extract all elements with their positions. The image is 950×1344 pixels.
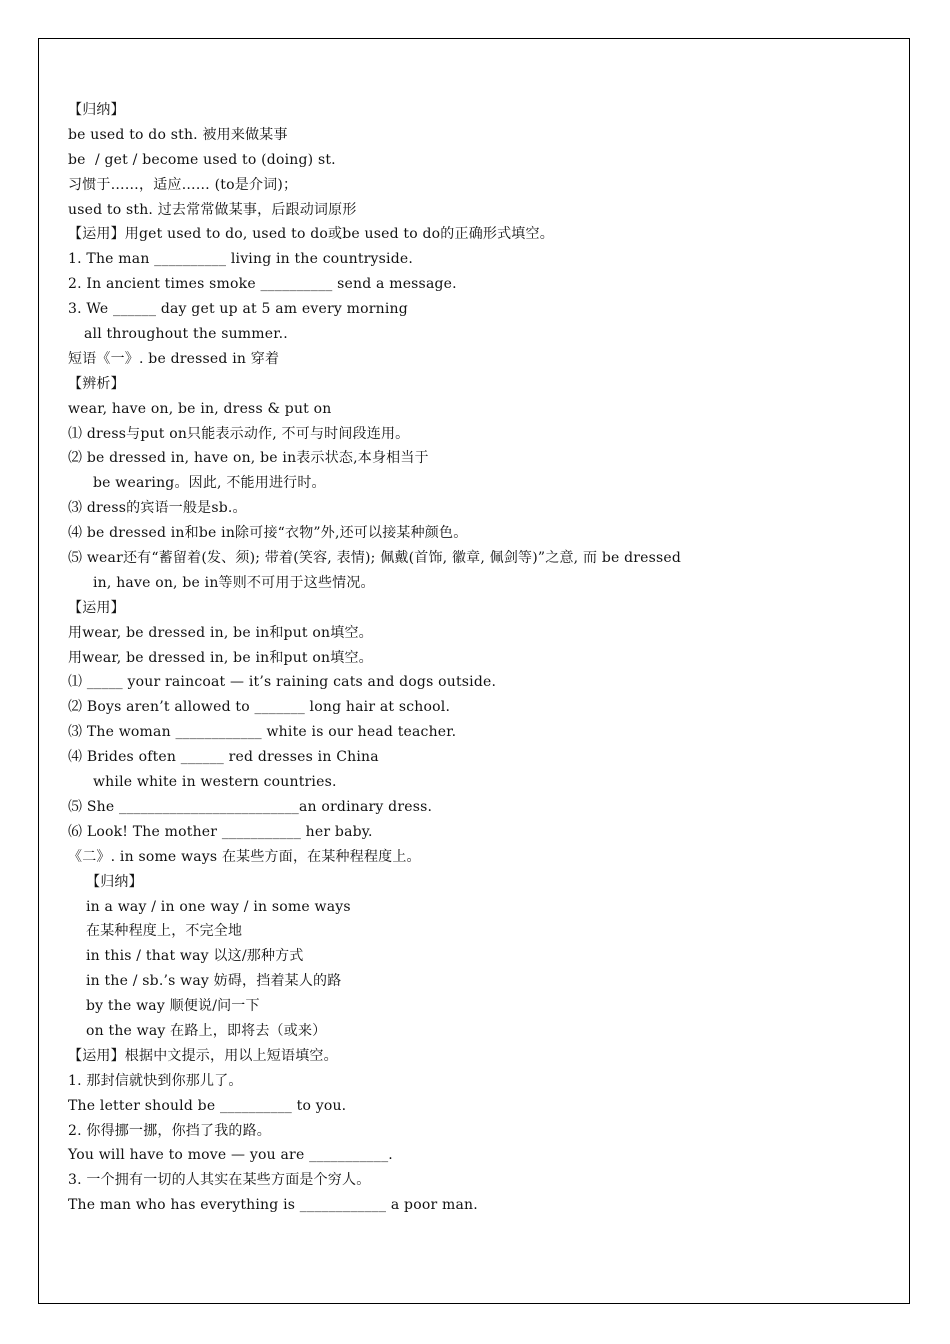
document-body [68, 98, 888, 1218]
exercise-item: 2. In ancient times smoke __________ send a message. [68, 276, 457, 293]
phrase-heading: 短语《一》. be dressed in 穿着 [68, 350, 280, 367]
exercise-prompt: 3. 一个拥有一切的人其实在某些方面是个穷人。 [68, 1172, 371, 1189]
instruction-line: 用wear, be dressed in, be in和put on填空。 [68, 649, 373, 666]
instruction-line: 用wear, be dressed in, be in和put on填空。 [68, 624, 373, 641]
exercise-item: 3. We ______ day get up at 5 am every morning [68, 301, 408, 318]
phrase-line: on the way 在路上，即将去（或来） [86, 1022, 327, 1039]
exercise-item: ⑹ Look! The mother ___________ her baby. [68, 823, 373, 840]
heading-summary: 【归纳】 [86, 873, 143, 890]
text-line: 习惯于……，适应…… (to是介词)； [68, 176, 298, 193]
text-line: be / get / become used to (doing) st. [68, 151, 336, 168]
exercise-item: ⑵ Boys aren’t allowed to _______ long hair at school. [68, 699, 451, 716]
phrase-line: by the way 顺便说/问一下 [86, 998, 260, 1015]
analysis-item: ⑷ be dressed in和be in除可接“衣物”外,还可以接某种颜色。 [68, 525, 468, 542]
text-line: used to sth. 过去常常做某事，后跟动词原形 [68, 201, 357, 218]
analysis-item-continuation: in, have on, be in等则不可用于这些情况。 [93, 574, 375, 591]
exercise-item: ⑷ Brides often ______ red dresses in China [68, 749, 379, 766]
heading-practice: 【运用】根据中文提示，用以上短语填空。 [68, 1047, 338, 1064]
phrase-line: in this / that way 以这/那种方式 [86, 948, 304, 965]
exercise-prompt: 2. 你得挪一挪，你挡了我的路。 [68, 1122, 272, 1139]
analysis-item-continuation: be wearing。因此, 不能用进行时。 [93, 475, 326, 492]
analysis-item: ⑴ dress与put on只能表示动作, 不可与时间段连用。 [68, 425, 410, 442]
exercise-item: ⑸ She _________________________an ordinary dress. [68, 798, 433, 815]
exercise-item: 1. The man __________ living in the countryside. [68, 251, 414, 268]
analysis-item: ⑵ be dressed in, have on, be in表示状态,本身相当于 [68, 450, 429, 467]
phrase-heading: 《二》. in some ways 在某些方面，在某种程程度上。 [68, 848, 421, 865]
exercise-item-continuation: all throughout the summer.. [84, 326, 288, 343]
exercise-prompt: 1. 那封信就快到你那儿了。 [68, 1072, 243, 1089]
text-line: be used to do sth. 被用来做某事 [68, 126, 288, 143]
exercise-item: The letter should be __________ to you. [68, 1097, 347, 1114]
phrase-line: in the / sb.’s way 妨碍，挡着某人的路 [86, 973, 342, 990]
heading-practice: 【运用】用get used to do, used to do或be used to do的正确形式填空。 [68, 226, 554, 243]
heading-analysis: 【辨析】 [68, 375, 125, 392]
phrase-line: 在某种程度上，不完全地 [86, 923, 243, 940]
phrase-line: in a way / in one way / in some ways [86, 898, 351, 915]
exercise-item: The man who has everything is ____________ a poor man. [68, 1197, 478, 1214]
exercise-item: ⑶ The woman ____________ white is our head teacher. [68, 724, 457, 741]
exercise-item: You will have to move — you are ___________. [68, 1147, 393, 1164]
heading-practice: 【运用】 [68, 599, 125, 616]
exercise-item-continuation: while white in western countries. [93, 774, 337, 791]
analysis-item: ⑶ dress的宾语一般是sb.。 [68, 500, 247, 517]
text-line: wear, have on, be in, dress & put on [68, 400, 332, 417]
heading-summary: 【归纳】 [68, 102, 125, 118]
exercise-item: ⑴ _____ your raincoat — it’s raining cats and dogs outside. [68, 674, 497, 691]
analysis-item: ⑸ wear还有“蓄留着(发、须); 带着(笑容, 表情); 佩戴(首饰, 徽章, 佩剑等)”之意, 而 be dressed [68, 550, 682, 567]
